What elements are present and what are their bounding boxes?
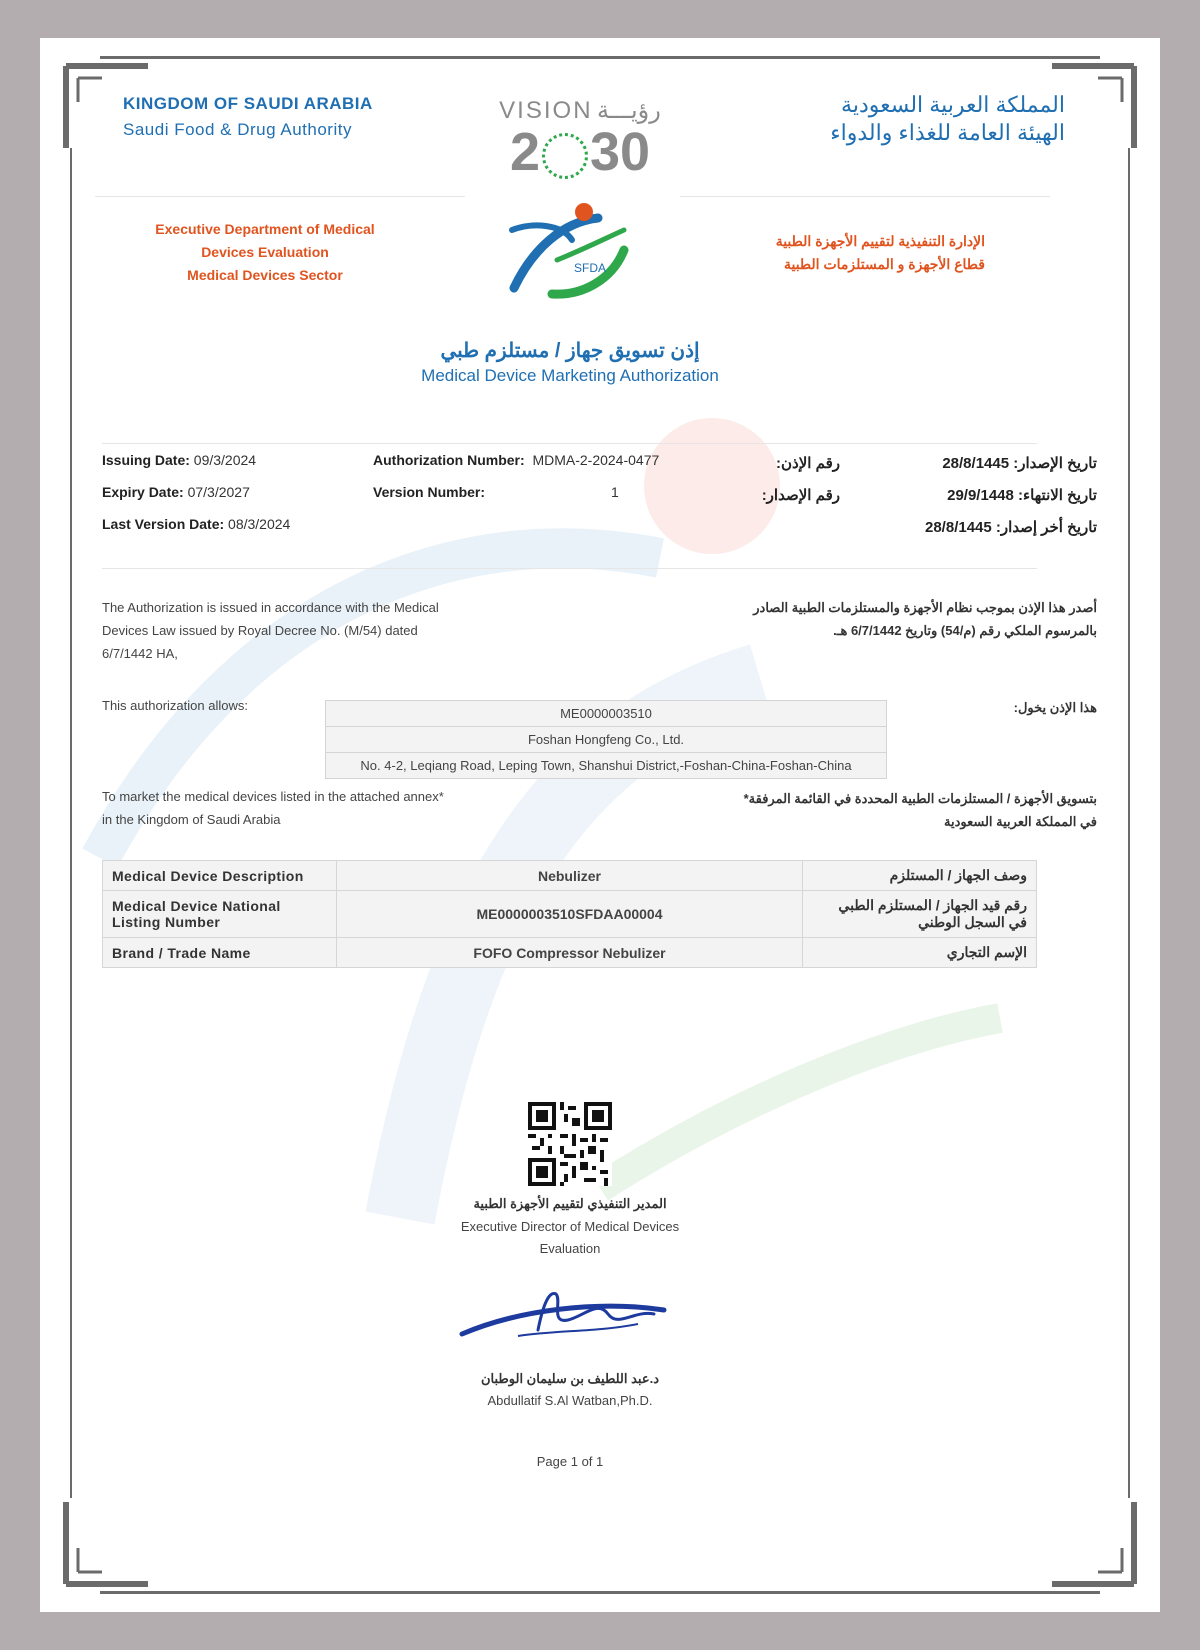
frame-corner-bottom-left bbox=[62, 1498, 152, 1588]
meta-divider-bottom bbox=[102, 568, 1037, 569]
signature-mark bbox=[458, 1270, 678, 1370]
qr-code bbox=[528, 1102, 612, 1186]
version-number-label: Version Number: bbox=[373, 484, 486, 500]
authorized-entity-box bbox=[325, 700, 887, 779]
trade-name-label: Brand / Trade Name bbox=[103, 938, 337, 968]
frame-right-line bbox=[1128, 148, 1130, 1498]
market-statement-en: To market the medical devices listed in the attached annex* in the Kingdom of Saudi Arabia bbox=[102, 789, 444, 827]
allows-label-ar: هذا الإذن يخول: bbox=[1013, 700, 1097, 715]
expiry-date-ar: تاريخ الانتهاء: 29/9/1448 bbox=[947, 487, 1097, 504]
header-divider-left bbox=[95, 196, 465, 197]
device-description-value: Nebulizer bbox=[337, 861, 803, 891]
issuing-date: Issuing Date: 09/3/2024 bbox=[102, 452, 257, 468]
vision-2030-logo: VISION رؤيـــة 2 30 bbox=[499, 97, 661, 182]
title-en: Medical Device Marketing Authorization bbox=[421, 366, 719, 385]
kingdom-ar: المملكة العربية السعودية bbox=[841, 92, 1065, 117]
svg-text:SFDA: SFDA bbox=[574, 261, 607, 275]
meta-divider-top bbox=[102, 443, 1037, 444]
entity-number: ME0000003510 bbox=[326, 701, 886, 727]
table-row bbox=[103, 938, 1037, 968]
certificate-page bbox=[40, 38, 1160, 1612]
trade-name-value: FOFO Compressor Nebulizer bbox=[337, 938, 803, 968]
frame-corner-bottom-right bbox=[1048, 1498, 1138, 1588]
authority-en: Saudi Food & Drug Authority bbox=[123, 120, 352, 139]
director-name-ar: د.عبد اللطيف بن سليمان الوطبان bbox=[481, 1371, 659, 1386]
director-title-ar: المدير التنفيذي لتقييم الأجهزة الطبية bbox=[473, 1196, 667, 1211]
expiry-date: Expiry Date: 07/3/2027 bbox=[102, 484, 250, 500]
market-statement-ar: بتسويق الأجهزة / المستلزمات الطبية المحددة في القائمة المرفقة* في المملكة العربية السعودية bbox=[743, 791, 1097, 829]
title-ar: إذن تسويق جهاز / مستلزم طبي bbox=[440, 340, 700, 362]
version-number-value: 1 bbox=[611, 484, 619, 500]
listing-number-label: Medical Device National Listing Number bbox=[103, 891, 337, 938]
page-number: Page 1 of 1 bbox=[536, 1454, 604, 1469]
last-version-date: Last Version Date: 08/3/2024 bbox=[102, 516, 291, 532]
listing-number-value: ME0000003510SFDAA00004 bbox=[337, 891, 803, 938]
device-table bbox=[102, 860, 1037, 968]
authorization-number: Authorization Number: MDMA-2-2024-0477 bbox=[373, 452, 660, 468]
director-title-en: Executive Director of Medical Devices Evaluation bbox=[460, 1219, 680, 1256]
listing-number-label-ar: رقم قيد الجهاز / المستلزم الطبي في السجل الوطني bbox=[803, 891, 1037, 938]
department-ar: الإدارة التنفيذية لتقييم الأجهزة الطبية قطاع الأجهزة و المستلزمات الطبية bbox=[775, 233, 985, 272]
last-version-date-ar: تاريخ أخر إصدار: 28/8/1445 bbox=[925, 519, 1097, 536]
trade-name-label-ar: الإسم التجاري bbox=[803, 938, 1037, 968]
frame-bottom-line bbox=[100, 1591, 1100, 1594]
frame-top-line bbox=[100, 56, 1100, 59]
sfda-logo bbox=[502, 200, 632, 300]
allows-label-en: This authorization allows: bbox=[102, 698, 248, 713]
kingdom-en: KINGDOM OF SAUDI ARABIA bbox=[123, 94, 373, 113]
authorization-number-ar: رقم الإذن: bbox=[776, 455, 840, 472]
header-divider-right bbox=[680, 196, 1050, 197]
department-en: Executive Department of Medical Devices Evaluation Medical Devices Sector bbox=[155, 221, 375, 283]
table-row bbox=[103, 861, 1037, 891]
device-description-label-ar: وصف الجهاز / المستلزم bbox=[803, 861, 1037, 891]
authority-ar: الهيئة العامة للغذاء والدواء bbox=[830, 120, 1065, 145]
device-description-label: Medical Device Description bbox=[103, 861, 337, 891]
version-number-ar: رقم الإصدار: bbox=[761, 487, 840, 504]
issue-date-ar: تاريخ الإصدار: 28/8/1445 bbox=[942, 455, 1097, 472]
entity-name: Foshan Hongfeng Co., Ltd. bbox=[326, 727, 886, 753]
entity-address: No. 4-2, Leqiang Road, Leping Town, Shanshui District,-Foshan-China-Foshan-China bbox=[326, 753, 886, 778]
table-row bbox=[103, 891, 1037, 938]
director-name-en: Abdullatif S.Al Watban,Ph.D. bbox=[487, 1393, 653, 1408]
law-statement-en: The Authorization is issued in accordance with the Medical Devices Law issued by Royal Decree No. (M/54) dated 6/7/1442 HA, bbox=[102, 600, 439, 661]
law-statement-ar: أصدر هذا الإذن بموجب نظام الأجهزة والمستلزمات الطبية الصادر بالمرسوم الملكي رقم (م/54) وتاريخ 6/7/1442 هـ. bbox=[753, 600, 1097, 638]
